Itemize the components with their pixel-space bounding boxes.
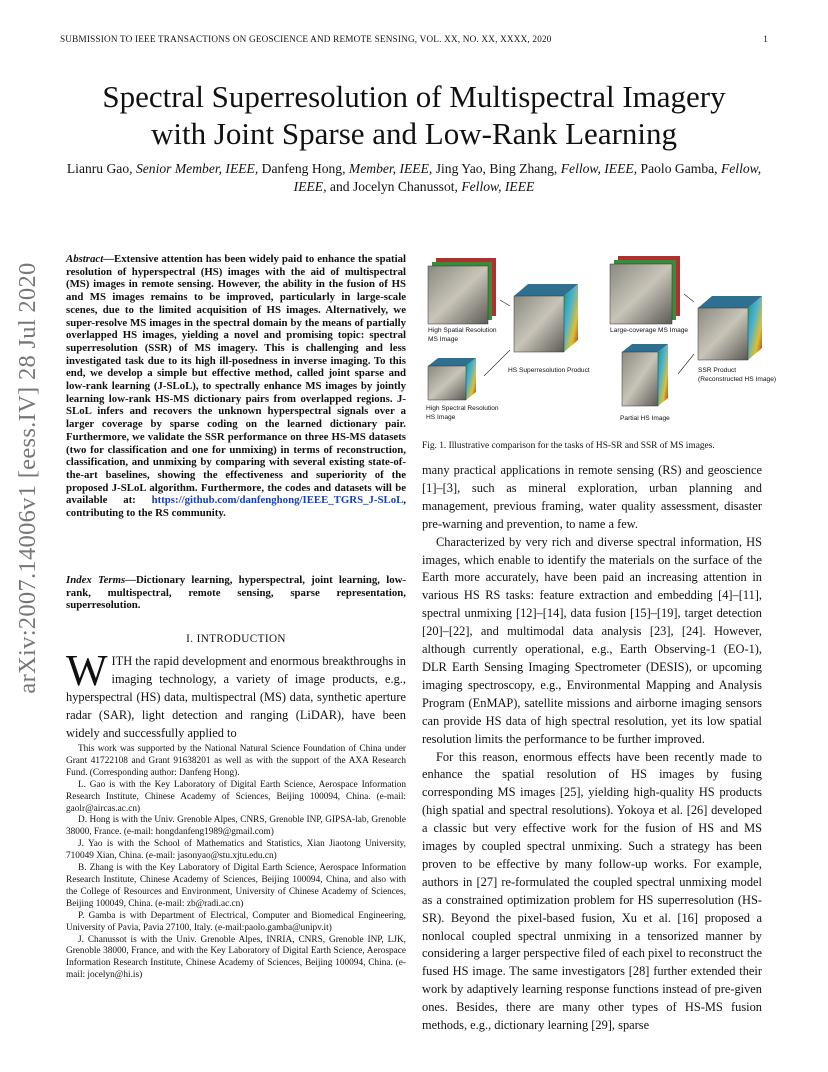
arrow: [678, 354, 694, 374]
hsr-ms-image: [428, 258, 496, 324]
label-ssr-product: SSR Product: [698, 367, 737, 374]
intro-text: ITH the rapid development and enormous breakthroughs in imaging technology, a variety of image products, e.g., hyperspectral (HS) data, multispectral (MS) data, synthetic aperture radar (SAR), light detection and ranging (LiDAR), have been widely and successfully applied to: [66, 654, 406, 740]
footnote: L. Gao is with the Key Laboratory of Digital Earth Science, Aerospace Information Research Institute, Chinese Academy of Sciences, Beijing 100094, China. (e-mail: gaolr@aircas.ac.cn): [66, 779, 406, 814]
author-role: Fellow, IEEE: [461, 179, 535, 194]
running-header: [60, 34, 768, 44]
footnote: J. Chanussot is with the Univ. Grenoble Alpes, INRIA, CNRS, Grenoble INP, LJK, Grenoble 38000, France, and with the Key Laboratory of Digital Earth Science, Aerospace Information Research Institute, Chinese Academy of Sciences, Beijing 100094, China. (e-mail: jocelyn@hi.is): [66, 934, 406, 981]
author-list: [60, 160, 768, 196]
author: Jing Yao, Bing Zhang,: [435, 161, 558, 176]
footnote: P. Gamba is with Department of Electrical, Computer and Biomedical Engineering, University of Pavia, Pavia 27100, Italy. (e-mail:paolo.gamba@unipv.it): [66, 910, 406, 933]
arxiv-stamp-text: arXiv:2007.14006v1 [eess.IV] 28 Jul 2020: [14, 262, 41, 694]
paragraph: Characterized by very rich and diverse spectral information, HS images, which enable to identify the materials on the surface of the Earth more accurately, have been paid an increasing attention in various HS RS tasks: feature extraction and embedding [4]–[11], spectral unmixing [12]–[14], data fusion [15]–[19], target detection [20]–[22], and multimodal data analysis [23], [24]. However, although currently operational, e.g., Earth Observing-1 (EO-1), DLR Earth Sensing Imaging Spectrometer (DESIS), or upcoming imaging spectroscopy, e.g., Environmental Mapping and Analysis Program (EnMAP), satellite missions and airborne imaging sensors can provide HS data of high spectral resolution, yet its low spatial resolution limits the performance to be further improved.: [422, 534, 762, 746]
label-hsr-hs: HS Image: [426, 414, 456, 421]
title-line-1: Spectral Superresolution of Multispectral Imagery: [102, 79, 726, 114]
abstract-label: Abstract: [66, 253, 104, 265]
arrow: [684, 294, 694, 302]
arrow: [484, 350, 510, 376]
paper-title: [40, 78, 788, 152]
author-role: Senior Member, IEEE,: [135, 161, 259, 176]
figure-1-illustration: [422, 254, 777, 434]
code-link[interactable]: https://github.com/danfenghong/IEEE_TGRS_J-SLoL: [151, 494, 404, 507]
footnote: D. Hong is with the Univ. Grenoble Alpes, CNRS, Grenoble INP, GIPSA-lab, Grenoble 38000, France. (e-mail: hongdanfeng1989@gmail.com): [66, 815, 406, 838]
label-hsr-hs: High Spectral Resolution: [426, 405, 499, 412]
running-header-text: SUBMISSION TO IEEE TRANSACTIONS ON GEOSCIENCE AND REMOTE SENSING, VOL. XX, NO. XX, XXXX, 2020: [60, 34, 552, 44]
footnote: B. Zhang is with the Key Laboratory of Digital Earth Science, Aerospace Information Research Institute, Chinese Academy of Sciences, Beijing 100094, China, and also with the College of Resources and Environment, University of Chinese Academy of Sciences, Beijing 100049, China. (e-mail: zb@radi.ac.cn): [66, 863, 406, 909]
footnotes: [66, 744, 406, 982]
partial-hs-image: [622, 344, 668, 406]
label-hsr-ms: High Spatial Resolution: [428, 327, 497, 334]
ssr-product-cube: [698, 296, 762, 360]
drop-cap: W: [66, 646, 108, 695]
author: and Jocelyn Chanussot,: [329, 179, 458, 194]
label-large-ms: Large-coverage MS Image: [610, 327, 689, 334]
arxiv-stamp: [8, 262, 48, 694]
author-role: Fellow, IEEE,: [560, 161, 638, 176]
page-number: 1: [763, 34, 768, 44]
paragraph: many practical applications in remote sensing (RS) and geoscience [1]–[3], such as mineral exploration, urban planning and management, previous framing, water quality assessment, disaster pre-warning and prevention, to name a few.: [422, 463, 762, 531]
footnote: J. Yao is with the School of Mathematics and Statistics, Xian Jiaotong University, 710049 Xian, China. (e-mail: jasonyao@stu.xjtu.edu.cn): [66, 839, 406, 862]
figure-caption: Fig. 1. Illustrative comparison for the tasks of HS-SR and SSR of MS images.: [422, 441, 715, 451]
paragraph: For this reason, enormous effects have been recently made to enhance the spatial resolution of HS images by fusing corresponding MS images [25], yielding high-quality HS products (high spatial and spectral resolutions). Yokoya et al. [26] developed a classic but very effective work for the fusion of HS and MS images by coupled spectral unmixing. Such a strategy has been proven to be effective by many follow-up works. For example, authors in [27] re-formulated the coupled spectral unmixing model as a constrained optimization problem for HS superresolution (HS-SR). Beyond the pixel-based fusion, Xu et al. [16] proposed a nonlocal coupled spectral unmixing in a tensorized manner by considering a larger perspective filed of each pixel to reconstruct the fused HS image. The same investigators [28] further extended their work by adaptively learning response functions instead of pre-given ones. Besides, there are many other types of HS-MS fusion methods, e.g., dictionary learning [29], sparse: [422, 749, 762, 1033]
label-hsr-ms: MS Image: [428, 336, 459, 343]
label-hs-sr-product: HS Superresolution Product: [508, 367, 590, 374]
hsr-hs-image: [428, 358, 476, 400]
author: Danfeng Hong,: [261, 161, 346, 176]
abstract: [66, 253, 406, 520]
title-line-2: with Joint Sparse and Low-Rank Learning: [150, 116, 678, 151]
index-terms-text: —Dictionary learning, hyperspectral, joint learning, low-rank, multispectral, remote sensing, sparse representation, superresolution.: [66, 574, 406, 612]
abstract-tail: , contributing to the RS community.: [66, 494, 406, 520]
intro-paragraph: [66, 646, 406, 742]
author: Paolo Gamba,: [640, 161, 718, 176]
arrow: [500, 300, 510, 306]
hs-sr-product-cube: [514, 284, 578, 352]
index-terms-label: Index Terms: [66, 574, 126, 586]
body-text: [422, 462, 762, 1035]
author: Lianru Gao,: [66, 161, 133, 176]
large-ms-image: [610, 256, 680, 324]
author-role: Member, IEEE,: [348, 161, 433, 176]
index-terms: [66, 574, 406, 612]
abstract-text: —Extensive attention has been widely paid to enhance the spatial resolution of hyperspectral (HS) images with the aid of multispectral (MS) images in remote sensing. However, the ability in the fusion of HS and MS images remains to be improved, particularly in large-scale scenes, due to the limited acquisition of HS images. Alternatively, we super-resolve MS images in the spectral domain by the means of partially overlapped HS images, yielding a novel and promising topic: spectral superresolution (SSR) of MS imagery. This is challenging and less investigated task due to its high ill-posedness in inverse imaging. To this end, we develop a simple but effective method, called joint sparse and low-rank learning (J-SLoL), to spectrally enhance MS images by jointly learning low-rank HS-MS dictionary pairs from overlapped regions. J-SLoL infers and recovers the unknown hyperspectral signals over a larger coverage by sparse coding on the learned dictionary pair. Furthermore, we validate the SSR performance on three HS-MS datasets (two for classification and one for unmixing) in terms of reconstruction, classification, and unmixing by comparing with several existing state-of-the-art baselines, showing the effectiveness and superiority of the proposed J-SLoL algorithm. Furthermore, the codes and datasets will be available at:: [66, 253, 406, 507]
figure-1: [422, 254, 777, 434]
label-ssr-product: (Reconstructed HS Image): [698, 376, 777, 383]
author-role: Fellow, IEEE,: [293, 161, 762, 194]
section-heading: I. INTRODUCTION: [186, 633, 286, 645]
footnote: This work was supported by the National Natural Science Foundation of China under Grant 41722108 and Grant 91638201 as well as with the support of the AXA Research Fund. (Corresponding author: Danfeng Hong).: [66, 744, 406, 778]
label-partial-hs: Partial HS Image: [620, 415, 670, 422]
